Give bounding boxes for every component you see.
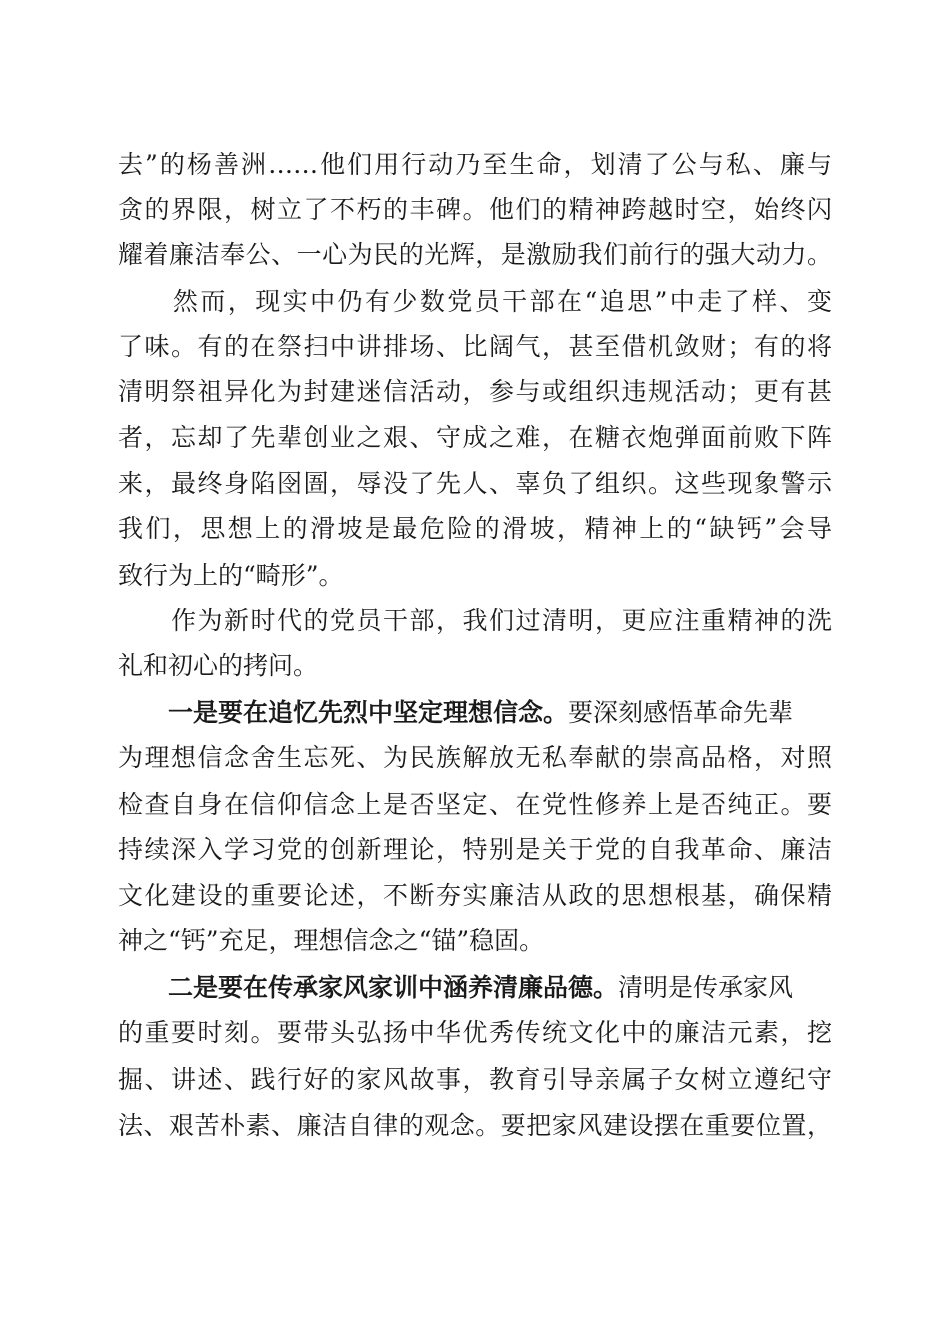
- text-line: 致行为上的“畸形”。: [118, 561, 344, 590]
- bold-lead-1: 一是要在追忆先烈中坚定理想信念。: [168, 698, 569, 727]
- text-line: 来，最终身陷囹圄，辱没了先人、辜负了组织。这些现象警示: [118, 469, 832, 498]
- text-line: 掘、讲述、践行好的家风故事，教育引导亲属子女树立遵纪守: [118, 1065, 832, 1094]
- text-line-heading-1: [118, 693, 832, 733]
- text-line: 文化建设的重要论述，不断夯实廉洁从政的思想根基，确保精: [118, 881, 832, 910]
- text-line: 礼和初心的拷问。: [118, 651, 319, 680]
- text-line: 者，忘却了先辈创业之艰、守成之难，在糖衣炮弹面前败下阵: [118, 423, 832, 452]
- text-line: 的重要时刻。要带头弘扬中华优秀传统文化中的廉洁元素，挖: [118, 1018, 832, 1047]
- text-line: 神之“钙”充足，理想信念之“锚”稳固。: [118, 926, 545, 955]
- text-line: 了味。有的在祭扫中讲排场、比阔气，甚至借机敛财；有的将: [118, 332, 832, 361]
- text-line: 持续深入学习党的创新理论，特别是关于党的自我革命、廉洁: [118, 835, 832, 864]
- text-line-heading-2: [118, 968, 832, 1008]
- text-line: 耀着廉洁奉公、一心为民的光辉，是激励我们前行的强大动力。: [118, 240, 832, 269]
- line-rest-1: 要深刻感悟革命先辈: [568, 698, 794, 727]
- text-line: 贪的界限，树立了不朽的丰碑。他们的精神跨越时空，始终闪: [118, 195, 832, 224]
- line-rest-2: 清明是传承家风: [618, 973, 794, 1002]
- text-line: 作为新时代的党员干部，我们过清明，更应注重精神的洗: [118, 606, 832, 635]
- text-line: 法、艰苦朴素、廉洁自律的观念。要把家风建设摆在重要位置，: [118, 1111, 832, 1140]
- text-line: 去”的杨善洲……他们用行动乃至生命，划清了公与私、廉与: [118, 150, 832, 179]
- text-line: 为理想信念舍生忘死、为民族解放无私奉献的崇高品格，对照: [118, 743, 832, 772]
- text-line: 检查自身在信仰信念上是否坚定、在党性修养上是否纯正。要: [118, 790, 832, 819]
- text-line: 清明祭祖异化为封建迷信活动，参与或组织违规活动；更有甚: [118, 377, 832, 406]
- indent: [118, 698, 168, 727]
- bold-lead-2: 二是要在传承家风家训中涵养清廉品德。: [168, 973, 619, 1002]
- indent: [118, 973, 168, 1002]
- text-line: 然而，现实中仍有少数党员干部在“追思”中走了样、变: [118, 287, 832, 316]
- text-line: 我们，思想上的滑坡是最危险的滑坡，精神上的“缺钙”会导: [118, 514, 832, 543]
